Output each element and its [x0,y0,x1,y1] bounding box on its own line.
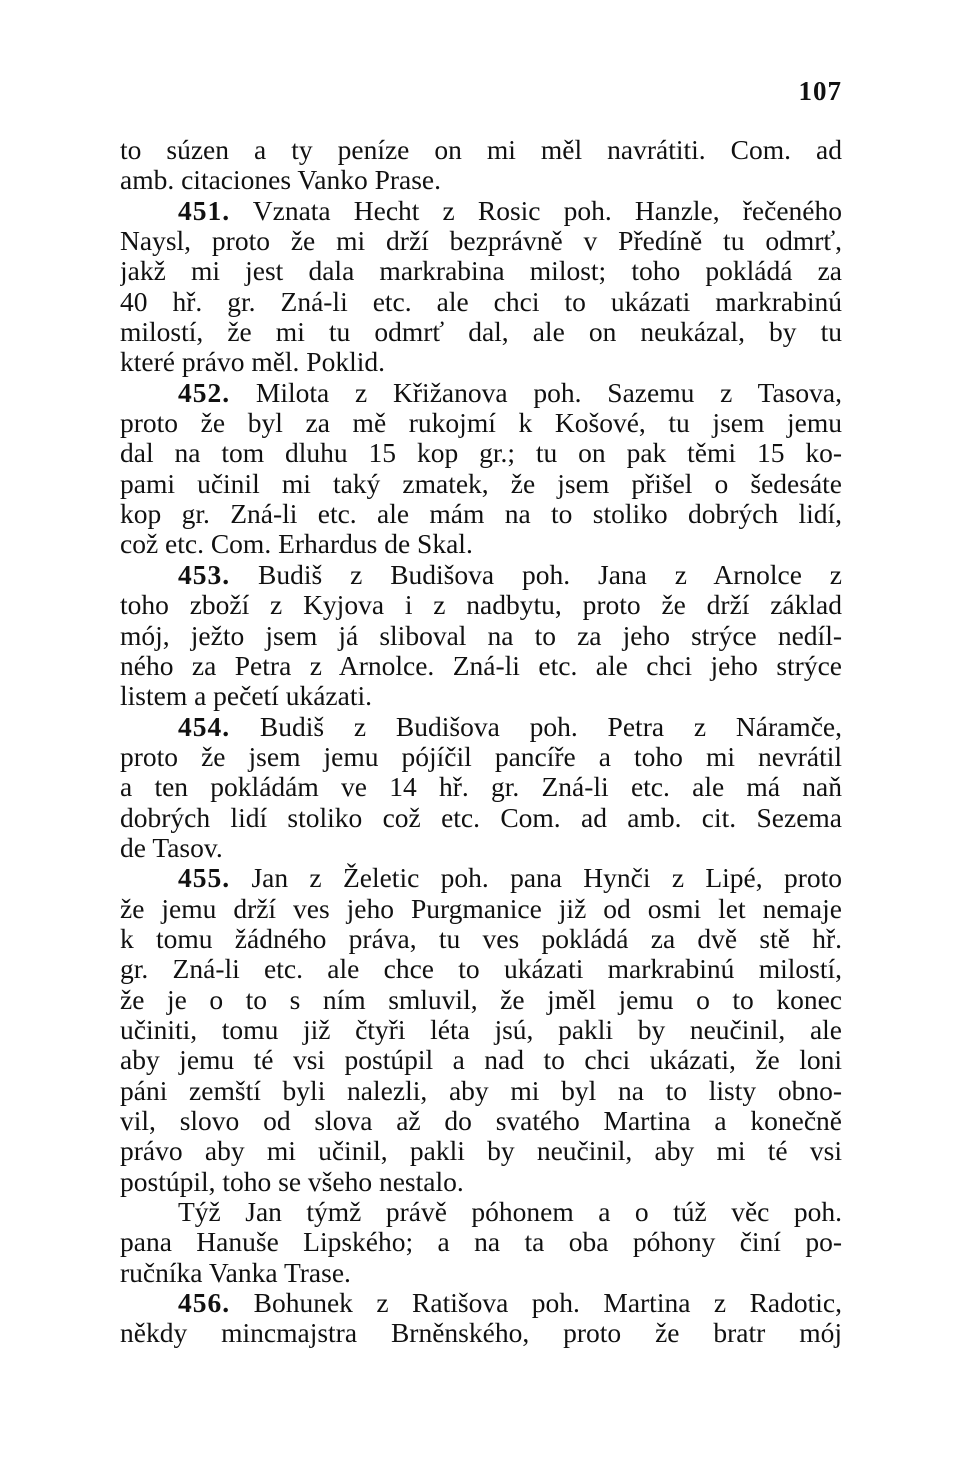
line-text: že je o to s ním smluvil, že jměl jemu o to konec [120,984,842,1015]
text-line [120,135,842,165]
text-line [120,1318,842,1348]
line-text: které právo měl. Poklid. [120,347,386,378]
text-line [120,438,842,468]
line-text: a ten pokládám ve 14 hř. gr. Zná-li etc. ale má naň [120,772,842,803]
text-line [120,287,842,317]
text-line [120,165,842,195]
text-line [120,894,842,924]
line-text: což etc. Com. Erhardus de Skal. [120,529,473,560]
text-line [120,681,842,711]
line-text: kop gr. Zná-li etc. ale mám na to stoliko dobrých lidí, [120,499,842,530]
text-line [120,651,842,681]
line-text: postúpil, toho se všeho nestalo. [120,1166,464,1197]
entry-number: 456. [178,1288,231,1319]
text-line [120,1045,842,1075]
entry-start-line [120,863,842,893]
line-text: pami učinil mi taký zmatek, že jsem přišel o šedesáte [120,468,842,499]
line-text: k tomu žádného práva, tu ves pokládá za dvě stě hř. [120,923,842,954]
line-text: Bohunek z Ratišova poh. Martina z Radotic, [230,1288,842,1319]
entry-start-line [120,1288,842,1318]
line-text: de Tasov. [120,832,223,863]
line-text: milostí, že mi tu odmrť dal, ale on neukázal, by tu [120,317,842,348]
text-line [120,408,842,438]
body-text [120,135,842,1349]
page-number: 107 [798,76,842,106]
text-line [120,347,842,377]
text-line [120,985,842,1015]
text-line [120,226,842,256]
line-text: amb. citaciones Vanko Prase. [120,165,442,196]
line-text: pana Hanuše Lipského; a na ta oba póhony činí po- [120,1227,842,1258]
line-text: ručníka Vanka Trase. [120,1257,351,1288]
text-line [120,954,842,984]
text-line [120,803,842,833]
line-text: že jemu drží ves jeho Purgmanice již od osmi let nemaje [120,893,842,924]
text-line [120,469,842,499]
text-line [120,621,842,651]
line-text: dal na tom dluhu 15 kop gr.; tu on pak těmi 15 ko- [120,438,842,469]
text-line [120,1227,842,1257]
text-line [120,590,842,620]
line-text: učiniti, tomu již čtyři léta jsú, pakli by neučinil, ale [120,1014,842,1045]
text-line [120,1076,842,1106]
line-text: dobrých lidí stoliko což etc. Com. ad amb. cit. Sezema [120,802,842,833]
line-text: Jan z Želetic poh. pana Hynči z Lipé, proto [230,863,842,894]
line-text: to súzen a ty peníze on mi měl navrátiti. Com. ad [120,135,842,165]
line-text: vil, slovo od slova až do svatého Martina a konečně [120,1106,842,1136]
text-line [120,742,842,772]
line-text: proto že byl za mě rukojmí k Košové, tu jsem jemu [120,408,842,439]
line-text: Budiš z Budišova poh. Jana z Arnolce z [230,559,842,590]
line-text: proto že jsem jemu pójíčil pancíře a toho mi nevrátil [120,741,842,772]
line-text: ného za Petra z Arnolce. Zná-li etc. ale chci jeho strýce [120,650,842,681]
entry-number: 452. [178,377,231,408]
line-text: gr. Zná-li etc. ale chce to ukázati markrabinú milostí, [120,954,842,985]
text-line [120,499,842,529]
text-line [120,1167,842,1197]
text-line [120,1136,842,1166]
line-text: Vznata Hecht z Rosic poh. Hanzle, řečeného [230,195,842,226]
entry-number: 451. [178,195,231,226]
text-line [120,1197,842,1227]
text-line [120,833,842,863]
entry-start-line [120,378,842,408]
line-text: Budiš z Budišova poh. Petra z Náramče, [230,711,842,742]
text-line [120,529,842,559]
line-text: někdy mincmajstra Brněnského, proto že bratr mój [120,1318,842,1349]
line-text: aby jemu té vsi postúpil a nad to chci ukázati, že loni [120,1045,842,1076]
line-text: jakž mi jest dala markrabina milost; toho pokládá za [120,256,842,287]
text-line [120,1015,842,1045]
line-text: páni zemští byli nalezli, aby mi byl na to listy obno- [120,1075,842,1106]
line-text: Milota z Křižanova poh. Sazemu z Tasova, [230,377,842,408]
line-text: toho zboží z Kyjova i z nadbytu, proto že drží základ [120,590,842,621]
line-text: Naysl, proto že mi drží bezprávně v Předíně tu odmrť, [120,226,842,257]
text-line [120,317,842,347]
line-text: Týž Jan týmž právě póhonem a o túž věc poh. [178,1197,842,1228]
entry-start-line [120,560,842,590]
text-line [120,924,842,954]
text-line [120,772,842,802]
entry-number: 454. [178,711,231,742]
line-text: 40 hř. gr. Zná-li etc. ale chci to ukázati markrabinú [120,286,842,317]
entry-start-line [120,712,842,742]
text-line [120,256,842,286]
line-text: mój, ježto jsem já sliboval na to za jeho strýce nedíl- [120,620,842,651]
entry-start-line [120,196,842,226]
entry-number: 455. [178,863,231,894]
text-line [120,1106,842,1136]
line-text: listem a pečetí ukázati. [120,681,372,712]
text-line [120,1258,842,1288]
line-text: právo aby mi učinil, pakli by neučinil, aby mi té vsi [120,1136,842,1167]
entry-number: 453. [178,559,231,590]
